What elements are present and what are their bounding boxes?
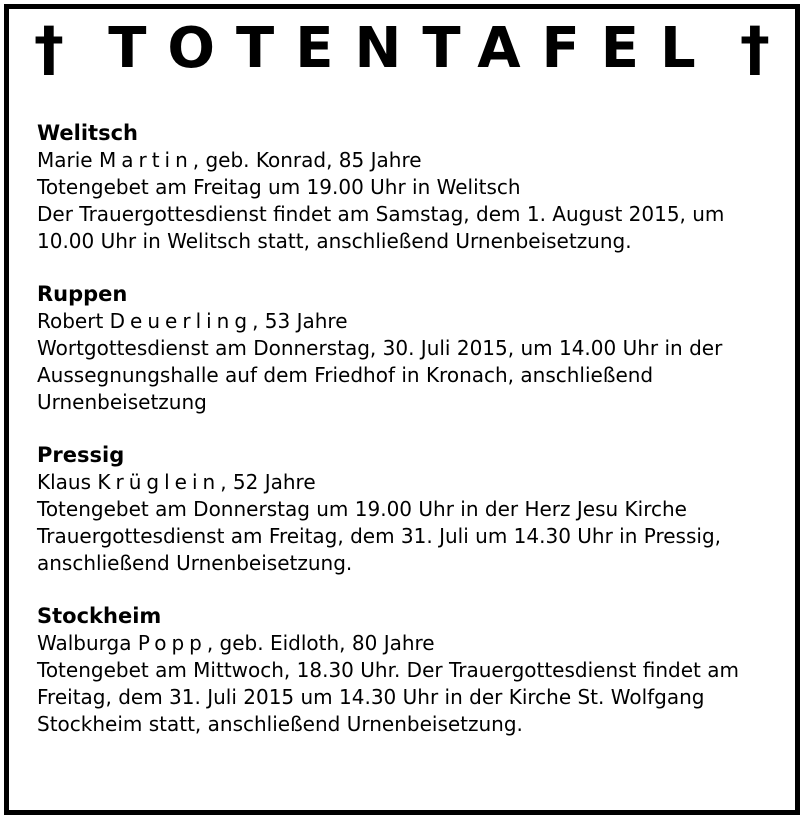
last-name: Martin [98,148,193,172]
obituary-entry [37,280,787,416]
place-heading: Stockheim [37,604,162,628]
first-name: Robert [37,309,110,333]
page-title: TOTENTAFEL [108,16,717,81]
last-name: Deuerling [109,309,253,333]
service-line: Wortgottesdienst am Donnerstag, 30. Juli 2015, um 14.00 Uhr in der [37,336,723,360]
name-details: , 52 Jahre [220,470,316,494]
deceased-name [37,469,787,496]
header [9,14,795,85]
service-line: Der Trauergottesdienst findet am Samstag, dem 1. August 2015, um [37,202,725,226]
name-details: , geb. Konrad, 85 Jahre [192,148,422,172]
service-line: Trauergottesdienst am Freitag, dem 31. Juli um 14.30 Uhr in Pressig, [37,524,722,548]
place-heading: Welitsch [37,121,138,145]
place-heading: Ruppen [37,282,128,306]
name-details: , geb. Eidloth, 80 Jahre [206,631,435,655]
service-line: Urnenbeisetzung [37,390,207,414]
first-name: Klaus [37,470,98,494]
cross-icon: † [740,14,770,84]
obituary-list [37,119,787,763]
obituary-frame [4,4,800,815]
cross-icon: † [34,14,64,84]
last-name: Krüglein [97,470,221,494]
last-name: Popp [137,631,207,655]
first-name: Marie [37,148,99,172]
service-line: Totengebet am Mittwoch, 18.30 Uhr. Der Trauergottesdienst findet am [37,658,739,682]
obituary-entry [37,441,787,577]
service-line: anschließend Urnenbeisetzung. [37,551,353,575]
deceased-name [37,147,787,174]
deceased-name [37,308,787,335]
first-name: Walburga [37,631,138,655]
place-heading: Pressig [37,443,125,467]
service-line: Totengebet am Freitag um 19.00 Uhr in Welitsch [37,175,521,199]
deceased-name [37,630,787,657]
service-line: Aussegnungshalle auf dem Friedhof in Kronach, anschließend [37,363,654,387]
name-details: , 53 Jahre [252,309,348,333]
service-line: Freitag, dem 31. Juli 2015 um 14.30 Uhr in der Kirche St. Wolfgang [37,685,705,709]
service-line: Stockheim statt, anschließend Urnenbeisetzung. [37,712,523,736]
obituary-entry [37,119,787,255]
obituary-entry [37,602,787,738]
service-line: 10.00 Uhr in Welitsch statt, anschließend Urnenbeisetzung. [37,229,632,253]
service-line: Totengebet am Donnerstag um 19.00 Uhr in der Herz Jesu Kirche [37,497,687,521]
